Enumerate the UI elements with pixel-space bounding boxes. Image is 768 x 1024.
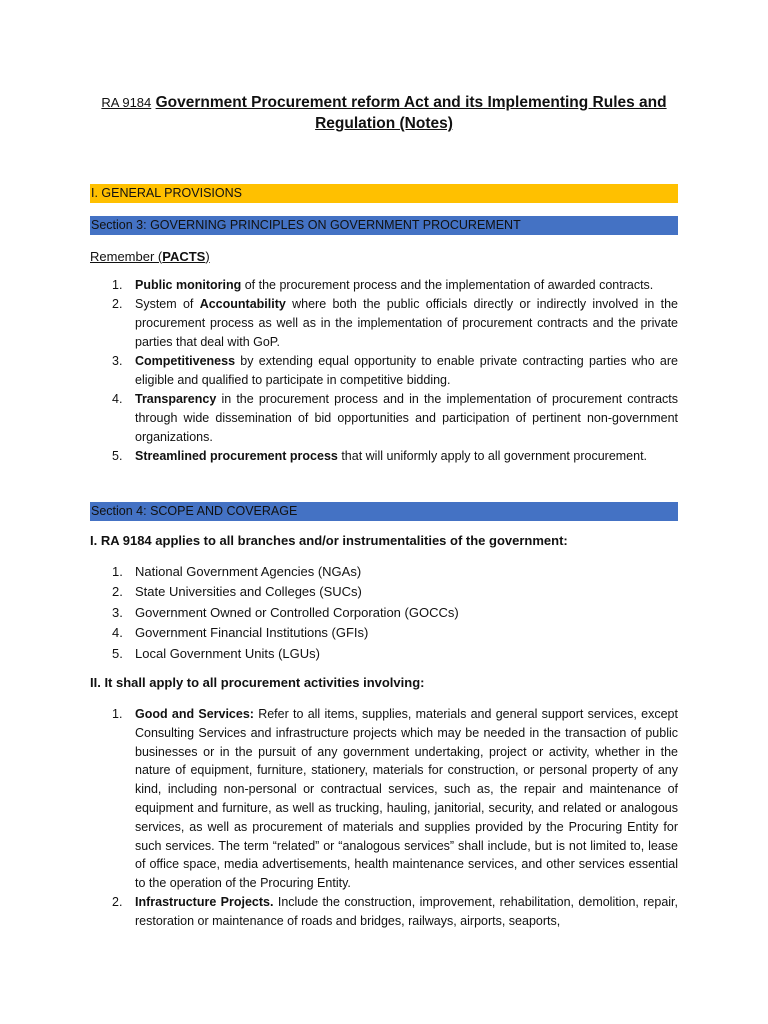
remember-suffix: ) [205, 249, 210, 264]
list-item [90, 603, 678, 623]
list-item-text: Refer to all items, supplies, materials and general support services, except Consulting Services and infrastructure projects which may be needed in the transaction of public businesses or in the pursuit of any government undertaking, project or activity, whether in the nature of equipment, furniture, stationery, materials for construction, or personal property of any kind, including non-personal or contractual services, such as, the repair and maintenance of equipment and furniture, as well as trucking, hauling, janitorial, security, and related or analogous services, as well as procurement of materials and supplies provided by the Procuring Entity for such services. The term “related” or “analogous services” shall include, but is not limited to, lease of office space, media advertisements, health maintenance services, and other services essential to the operation of the Procuring Entity. [135, 707, 678, 891]
procurement-activities-list [90, 705, 678, 931]
title-main: Government Procurement reform Act and its Implementing Rules and Regulation (Notes) [155, 94, 667, 132]
list-item [90, 582, 678, 602]
list-number: 1. [112, 563, 123, 579]
remember-acronym: PACTS [162, 249, 206, 264]
title-ra-number: RA 9184 [101, 95, 152, 110]
general-provisions-heading: I. GENERAL PROVISIONS [90, 184, 678, 203]
pacts-list [90, 276, 678, 466]
list-item-term: Streamlined procurement process [135, 449, 338, 464]
list-item [90, 390, 678, 446]
list-item [90, 705, 678, 893]
list-item-term: Accountability [199, 297, 286, 312]
list-item-text: State Universities and Colleges (SUCs) [135, 584, 362, 600]
list-number: 1. [112, 707, 123, 721]
list-item-text: that will uniformly apply to all government procurement. [337, 449, 648, 464]
list-item-text: Local Government Units (LGUs) [135, 645, 320, 661]
list-number: 1. [112, 278, 123, 292]
list-item [90, 562, 678, 582]
government-branches-list [90, 562, 678, 664]
section4-subheading-branches: I. RA 9184 applies to all branches and/or instrumentalities of the government: [90, 532, 568, 548]
list-item-term: Competitiveness [135, 354, 236, 369]
document-title [90, 92, 678, 134]
list-item-text: Government Financial Institutions (GFIs) [135, 625, 369, 641]
list-number: 2. [112, 297, 123, 312]
remember-line [90, 248, 678, 266]
list-number: 4. [112, 392, 123, 407]
list-item [90, 352, 678, 390]
list-number: 5. [112, 645, 123, 661]
list-item-text: in the procurement process and in the implementation of procurement contracts through wide dissemination of bid opportunities and participation of pertinent non-government organizations. [135, 392, 678, 444]
list-item-term: Infrastructure Projects. [135, 894, 274, 909]
list-item [90, 893, 678, 931]
remember-prefix: Remember ( [90, 249, 163, 264]
list-item-term: Good and Services: [135, 707, 254, 721]
list-item-term: Transparency [135, 392, 217, 407]
list-item-text: Government Owned or Controlled Corporation (GOCCs) [135, 604, 459, 620]
list-item-text: by extending equal opportunity to enable private contracting parties who are eligible and qualified to participate in competitive bidding. [135, 354, 678, 387]
list-number: 3. [112, 604, 123, 620]
list-item-text: National Government Agencies (NGAs) [135, 563, 362, 579]
list-number: 5. [112, 449, 123, 464]
list-number: 2. [112, 894, 123, 909]
list-item [90, 644, 678, 664]
list-item-term: Public monitoring [135, 278, 242, 292]
list-item [90, 623, 678, 643]
section3-heading: Section 3: GOVERNING PRINCIPLES ON GOVERNMENT PROCUREMENT [90, 216, 678, 235]
list-item-text: Include the construction, improvement, rehabilitation, demolition, repair, restoration or maintenance of roads and bridges, railways, airports, seaports, [135, 894, 678, 928]
section4-subheading-activities: II. It shall apply to all procurement activities involving: [90, 675, 425, 690]
list-item-prefix: System of [135, 297, 200, 312]
list-item-text: where both the public officials directly or indirectly involved in the procurement process as well as in the implementation of procurement contracts and the private parties that deal with GoP. [135, 297, 678, 349]
list-item [90, 295, 678, 351]
list-item [90, 276, 678, 295]
list-item-text: of the procurement process and the implementation of awarded contracts. [241, 278, 654, 292]
list-number: 3. [112, 354, 123, 369]
section4-heading: Section 4: SCOPE AND COVERAGE [90, 502, 678, 521]
list-number: 2. [112, 584, 123, 600]
list-number: 4. [112, 625, 123, 641]
list-item [90, 447, 678, 466]
